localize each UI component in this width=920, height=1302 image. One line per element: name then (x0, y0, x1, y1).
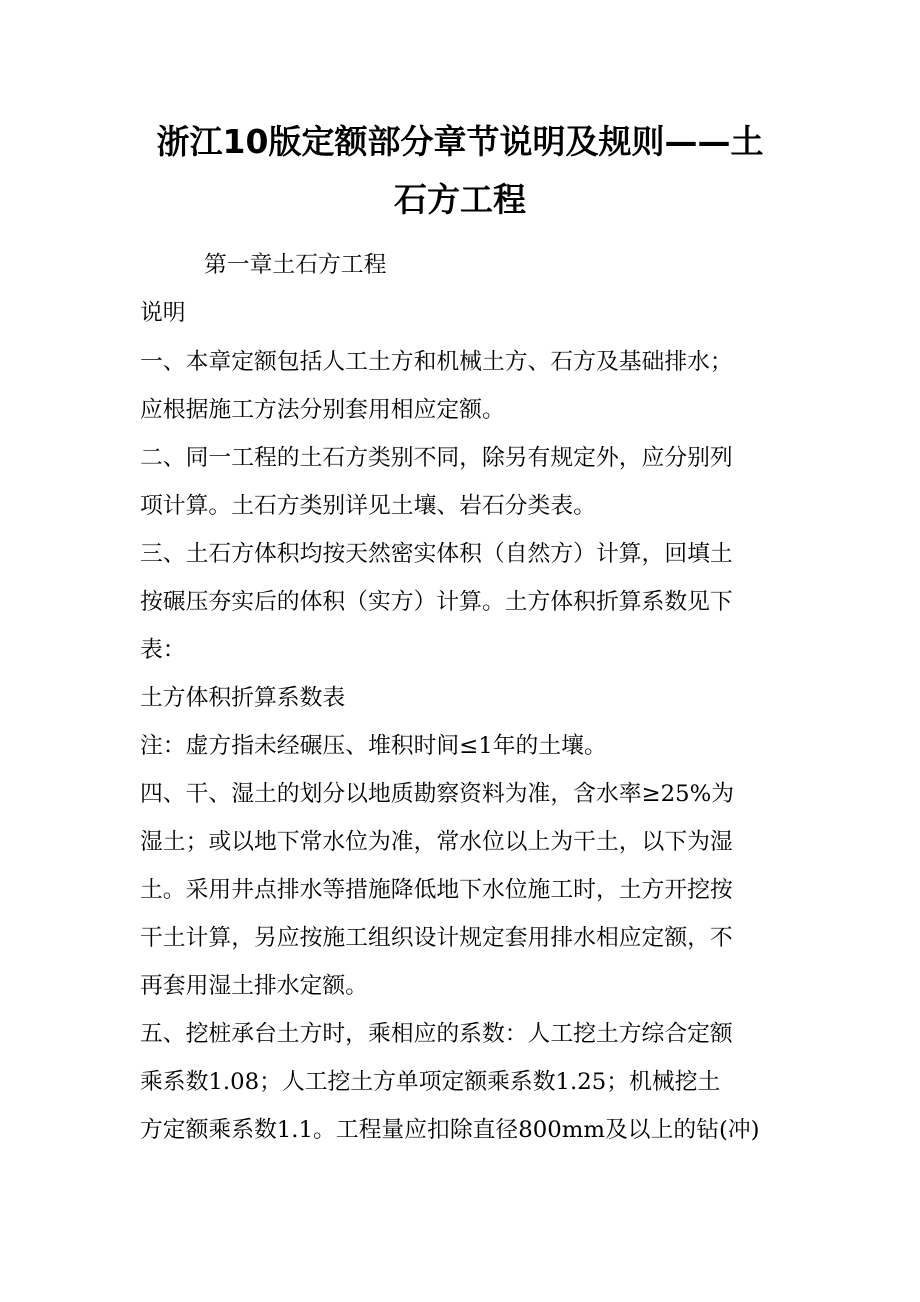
text-line: 再套用湿土排水定额。 (140, 973, 368, 999)
text-line: 湿土；或以地下常水位为准，常水位以上为干土，以下为湿 (140, 829, 733, 855)
document-title-line-1: 浙江10版定额部分章节说明及规则——土 (156, 122, 764, 161)
text-line: 五、挖桩承台土方时，乘相应的系数：人工挖土方综合定额 (140, 1021, 733, 1047)
document-title-line-2: 石方工程 (394, 180, 526, 219)
table-caption: 土方体积折算系数表 (140, 685, 346, 711)
text-line: 项计算。土石方类别详见土壤、岩石分类表。 (140, 493, 596, 519)
text-line: 方定额乘系数1.1。工程量应扣除直径800mm及以上的钻(冲) (140, 1117, 760, 1143)
chapter-heading: 第一章土石方工程 (204, 252, 387, 278)
text-line: 按碾压夯实后的体积（实方）计算。土方体积折算系数见下 (140, 589, 733, 615)
text-line: 应根据施工方法分别套用相应定额。 (140, 397, 505, 423)
text-line: 干土计算，另应按施工组织设计规定套用排水相应定额，不 (140, 925, 733, 951)
section-heading: 说明 (140, 300, 186, 326)
text-line: 三、土石方体积均按天然密实体积（自然方）计算，回填土 (140, 541, 733, 567)
text-line: 土。采用井点排水等措施降低地下水位施工时，土方开挖按 (140, 877, 733, 903)
text-line: 一、本章定额包括人工土方和机械土方、石方及基础排水； (140, 349, 733, 375)
text-line: 二、同一工程的土石方类别不同，除另有规定外，应分别列 (140, 445, 733, 471)
text-line: 乘系数1.08；人工挖土方单项定额乘系数1.25；机械挖土 (140, 1069, 721, 1095)
text-line: 四、干、湿土的划分以地质勘察资料为准，含水率≥25%为 (140, 781, 735, 807)
note-line: 注：虚方指未经碾压、堆积时间≤1年的土壤。 (140, 733, 607, 759)
text-line: 表： (140, 637, 186, 663)
